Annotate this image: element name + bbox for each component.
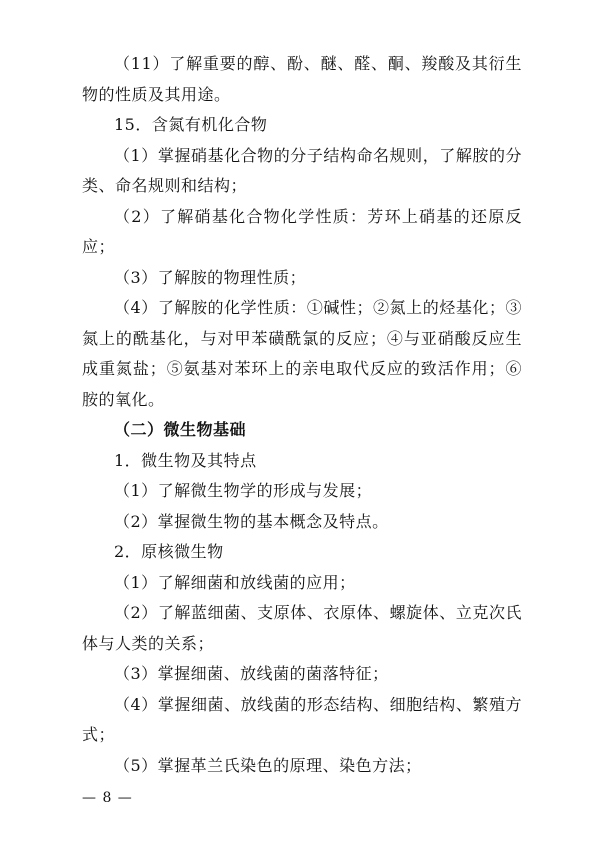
paragraph-11-alcohols: （11）了解重要的醇、酚、醚、醛、酮、羧酸及其衍生物的性质及其用途。	[82, 54, 522, 104]
section-heading-microbiology: （二）微生物基础	[114, 420, 247, 439]
subheading-microbes: 1．微生物及其特点	[114, 450, 257, 470]
paragraph-nitro-naming: （1）掌握硝基化合物的分子结构命名规则，了解胺的分类、命名规则和结构；	[82, 145, 522, 195]
page-number: — 8 —	[82, 790, 133, 806]
paragraph-cyanobacteria: （2）了解蓝细菌、支原体、衣原体、螺旋体、立克次氏体与人类的关系；	[82, 603, 522, 653]
paragraph-nitro-chemistry: （2）了解硝基化合物化学性质：芳环上硝基的还原反应；	[82, 206, 522, 256]
paragraph-gram-stain: （5）掌握革兰氏染色的原理、染色方法；	[114, 755, 422, 775]
paragraph-microbiology-history: （1）了解微生物学的形成与发展；	[114, 481, 373, 500]
paragraph-amine-physical: （3）了解胺的物理性质；	[114, 267, 307, 287]
paragraph-bacteria-applications: （1）了解细菌和放线菌的应用；	[114, 572, 356, 592]
paragraph-amine-chemical: （4）了解胺的化学性质：①碱性；②氮上的烃基化；③氮上的酰基化，与对甲苯磺酰氯的反应；④与亚硝酸反应生成重氮盐；⑤氨基对苯环上的亲电取代反应的致活作用；⑥胺的氧化。	[82, 298, 522, 409]
section-heading-nitrogen-compounds: 15．含氮有机化合物	[114, 115, 268, 134]
subheading-prokaryotes: 2．原核微生物	[114, 542, 224, 561]
page-content	[82, 49, 522, 781]
paragraph-microbe-concepts: （2）掌握微生物的基本概念及特点。	[114, 511, 389, 531]
paragraph-morphology: （4）掌握细菌、放线菌的形态结构、细胞结构、繁殖方式；	[82, 694, 522, 744]
paragraph-colony-features: （3）掌握细菌、放线菌的菌落特征；	[114, 664, 389, 683]
